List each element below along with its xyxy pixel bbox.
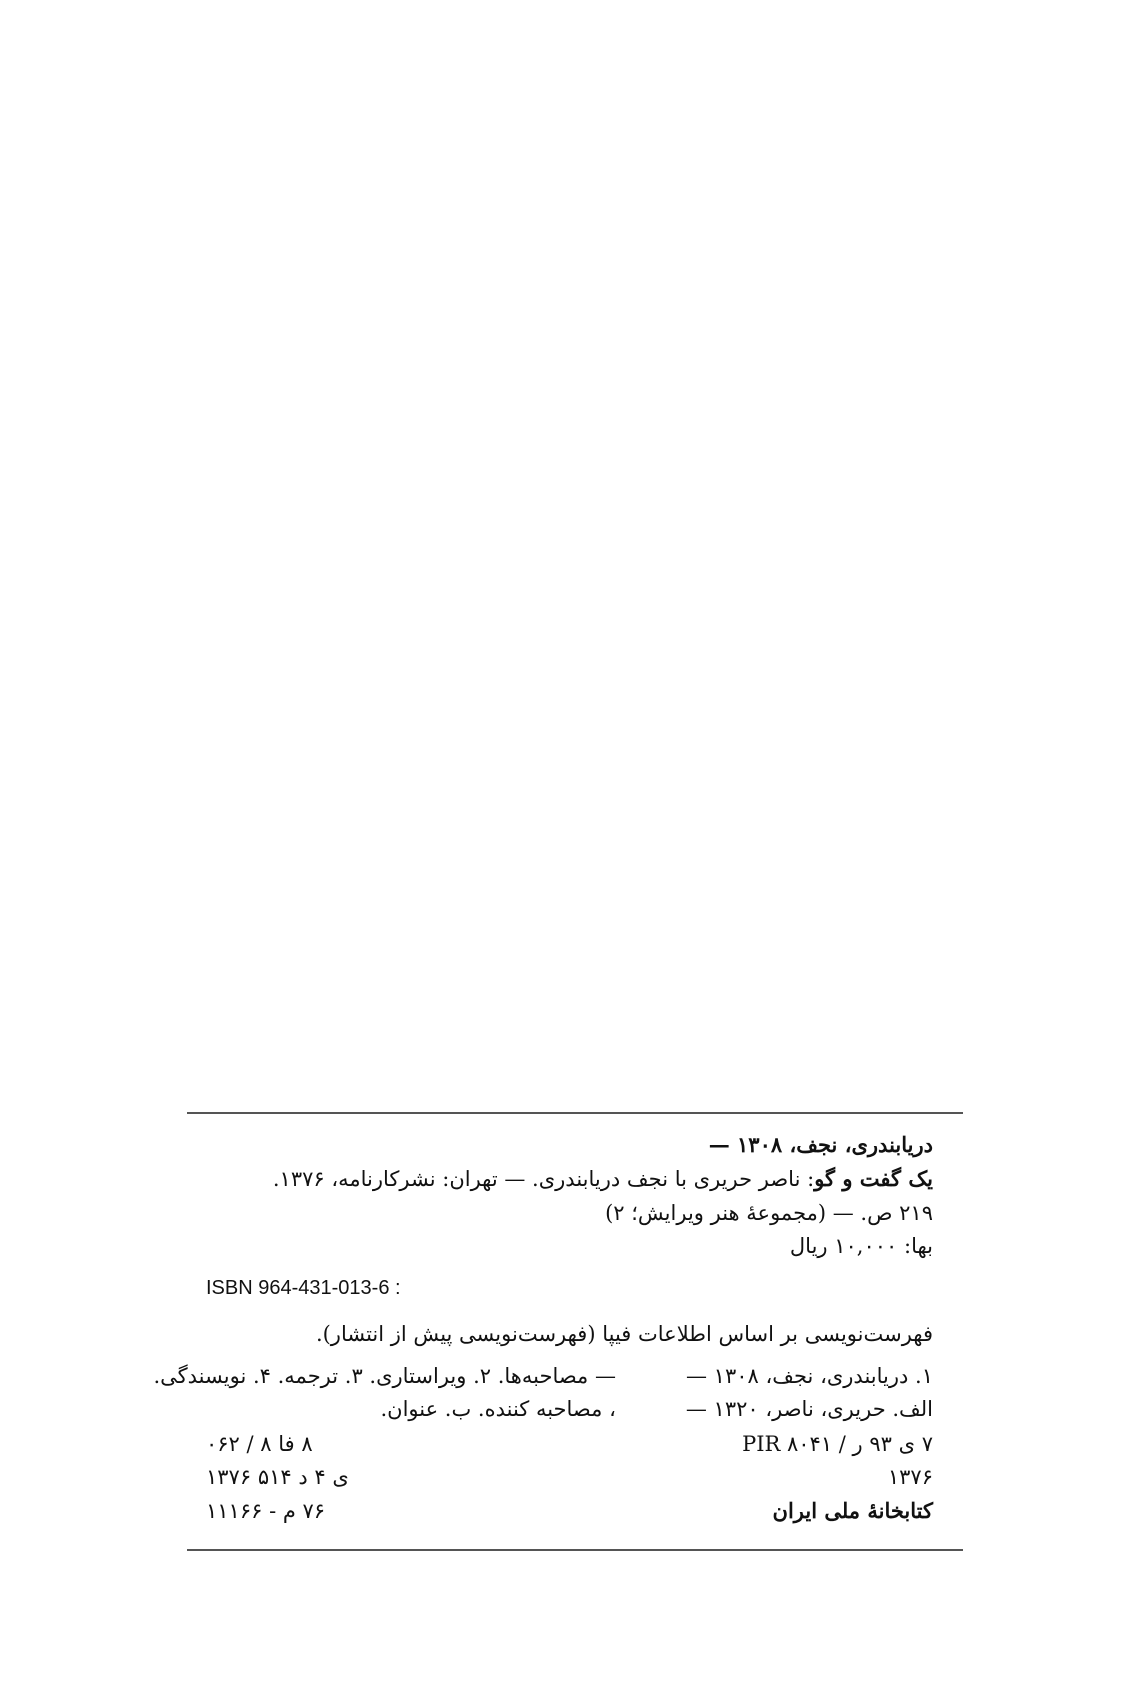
top-rule: [187, 1112, 963, 1114]
subject-headings: — مصاحبه‌ها. ۲. ویراستاری. ۳. ترجمه. ۴. نویسندگی.: [153, 1364, 616, 1388]
subjects-line-1: [153, 1361, 933, 1391]
bottom-rule: [187, 1549, 963, 1551]
lc-year: ۱۳۷۶: [887, 1465, 933, 1489]
added-entry-interviewer: الف. حریری، ناصر، ۱۳۲۰ —: [685, 1397, 933, 1421]
subjects-line-2: [380, 1394, 933, 1424]
price: بها: ۱۰,۰۰۰ ریال: [789, 1234, 933, 1258]
national-bibliography-number: ۷۶ م - ۱۱۱۶۶: [206, 1499, 326, 1523]
title-statement: [273, 1164, 933, 1194]
ddc-cutter: ی ۴ د ۵۱۴ ۱۳۷۶: [206, 1465, 349, 1489]
collation-series: ۲۱۹ ص. — (مجموعهٔ هنر ویرایش؛ ۲): [605, 1201, 933, 1225]
title-main: یک گفت و گو: [814, 1166, 933, 1191]
isbn: ISBN 964-431-013-6 :: [206, 1277, 401, 1299]
added-entry-roles: ، مصاحبه کننده. ب. عنوان.: [380, 1397, 616, 1421]
lc-call-number: ۷ ی ۹۳ ر / PIR ۸۰۴۱: [742, 1432, 933, 1456]
cataloging-note: فهرست‌نویسی بر اساس اطلاعات فیپا (فهرست‌نویسی پیش از انتشار).: [315, 1322, 933, 1346]
subject-author-entry: ۱. دریابندری، نجف، ۱۳۰۸ —: [685, 1364, 933, 1388]
library-name: کتابخانهٔ ملی ایران: [772, 1498, 933, 1523]
title-rest: : ناصر حریری با نجف دریابندری. — تهران: نشرکارنامه، ۱۳۷۶.: [272, 1167, 815, 1191]
author-heading: دریابندری، نجف، ۱۳۰۸ —: [708, 1132, 933, 1157]
ddc-call-number: ۸ فا ۸ / ۰۶۲: [206, 1432, 313, 1456]
